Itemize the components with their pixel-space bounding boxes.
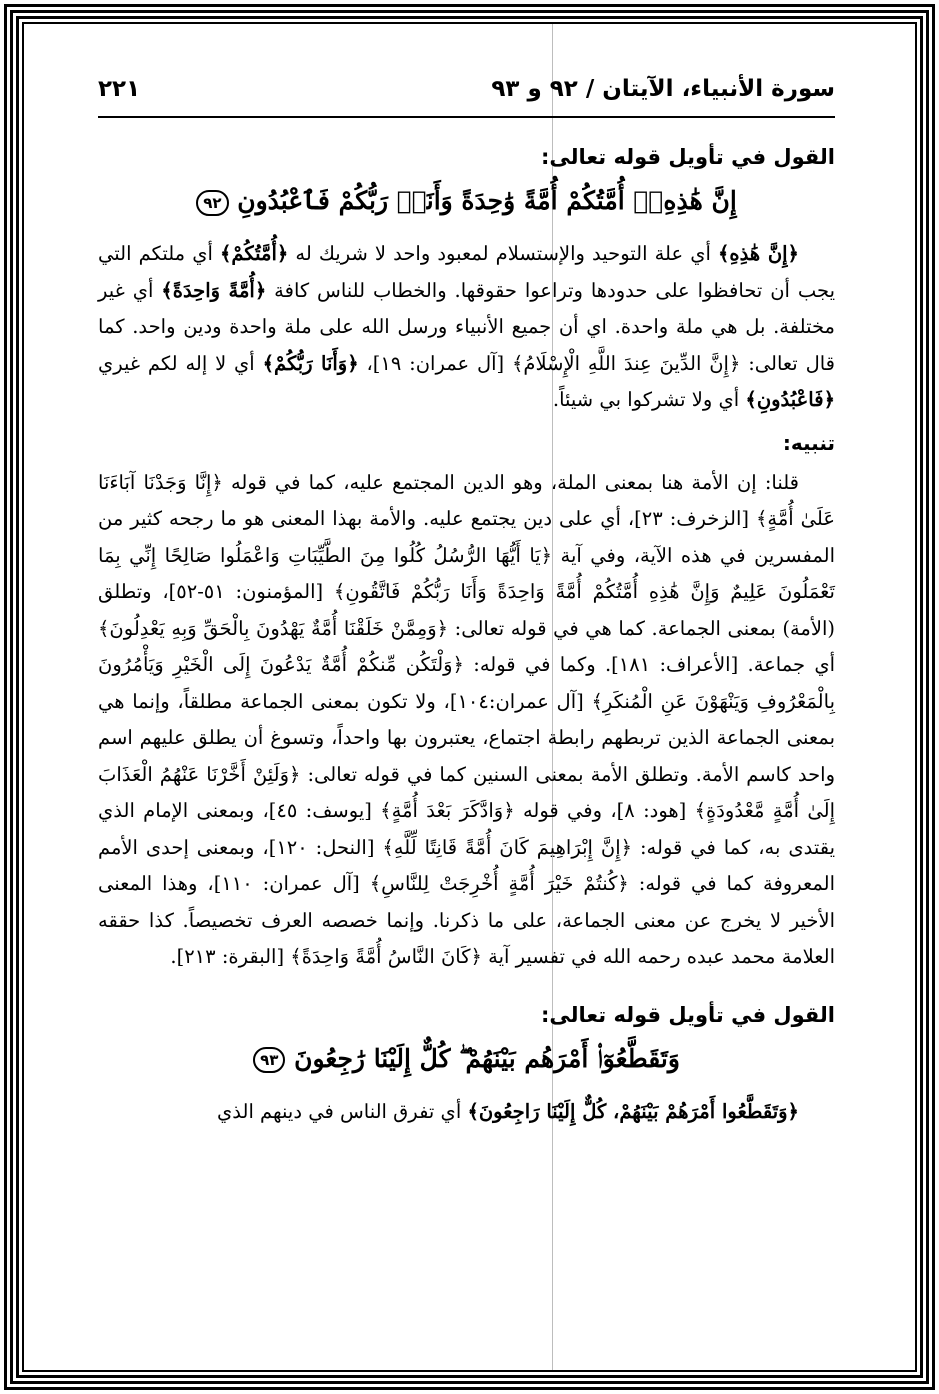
note-paragraph: قلنا: إن الأمة هنا بمعنى الملة، وهو الدين المجتمع عليه، كما في قوله ﴿إِنَّا وَجَدْنَا آبَاءَنَا عَلَىٰ أُمَّةٍ﴾ [الزخرف: ٢٣]، أي على دين يجتمع عليه. والأمة بهذا المعنى هو ما رجحه كثير من المفسرين في هذه الآية، وفي آية ﴿يَا أَيُّهَا الرُّسُلُ كُلُوا مِنَ الطَّيِّبَاتِ وَاعْمَلُوا صَالِحًا إِنِّي بِمَا تَعْمَلُونَ عَلِيمٌ وَإِنَّ هَٰذِهِ أُمَّتُكُمْ أُمَّةً وَاحِدَةً وَأَنَا رَبُّكُمْ فَاتَّقُونِ﴾ [المؤمنون: ٥١-٥٢]، وتطلق (الأمة) بمعنى الجماعة. كما هي في قوله تعالى: ﴿وَمِمَّنْ خَلَقْنَا أُمَّةٌ يَهْدُونَ بِالْحَقِّ وَبِهِ يَعْدِلُونَ﴾ أي جماعة. [الأعراف: ١٨١]. وكما في قوله: ﴿وَلْتَكُن مِّنكُمْ أُمَّةٌ يَدْعُونَ إِلَى الْخَيْرِ وَيَأْمُرُونَ بِالْمَعْرُوفِ وَيَنْهَوْنَ عَنِ الْمُنكَرِ﴾ [آل عمران:١٠٤]، ولا تكون بمعنى الجماعة مطلقاً، وإنما هي بمعنى الجماعة الذين تربطهم رابطة اجتماع، يعتبرون بها واحداً، وتسوغ أن يطلق عليهم اسم واحد كاسم الأمة. وتطلق الأمة بمعنى السنين كما في قوله تعالى: ﴿وَلَئِنْ أَخَّرْنَا عَنْهُمُ الْعَذَابَ إِلَىٰ أُمَّةٍ مَّعْدُودَةٍ﴾ [هود: ٨]، وفي قوله ﴿وَادَّكَرَ بَعْدَ أُمَّةٍ﴾ [يوسف: ٤٥]، وبمعنى الإمام الذي يقتدى به، كما في قوله: ﴿إِنَّ إِبْرَاهِيمَ كَانَ أُمَّةً قَانِتًا لِّلَّهِ﴾ [النحل: ١٢٠]، وبمعنى إحدى الأمم المعروفة كما في قوله: ﴿كُنتُمْ خَيْرَ أُمَّةٍ أُخْرِجَتْ لِلنَّاسِ﴾ [آل عمران: ١١٠]، وهذا المعنى الأخير لا يخرج عن معنى الجماعة، على ما ذكرنا. وإنما خصصه العرف تخصيصاً. كذا حققه العلامة محمد عبده رحمه الله في تفسير آية ﴿كَانَ النَّاسُ أُمَّةً وَاحِدَةً﴾ [البقرة: ٢١٣]. [98, 470, 836, 968]
quran-quote: ﴿فَاعْبُدُونِ﴾ [745, 388, 835, 411]
section-heading-2: القول في تأويل قوله تعالى: [541, 1002, 835, 1027]
verse-number-marker: ٩٣ [253, 1047, 285, 1073]
commentary-text: أي ولا تشركوا بي شيئاً. [552, 388, 746, 411]
page [98, 70, 835, 1370]
commentary-text: أي تفرق الناس في دينهم الذي [217, 1099, 468, 1123]
note-heading: تنبيه: [782, 430, 835, 455]
commentary-text: أي لا إله لكم غيري [98, 351, 263, 375]
commentary-paragraph-1 [98, 236, 835, 419]
quran-quote: ﴿أُمَّتُكُمْ﴾ [219, 242, 289, 265]
commentary-text: أي ملتكم التي يجب أن تحافظوا على حدودها وتراعوا حقوقها. والخطاب للناس كافة [98, 242, 835, 302]
commentary-text: أي علة التوحيد والإستسلام لمعبود واحد لا شريك له [288, 242, 718, 265]
commentary-paragraph-2 [98, 1094, 835, 1131]
verse-93 [98, 1038, 835, 1080]
section-heading-1: القول في تأويل قوله تعالى: [541, 145, 835, 169]
page-header [98, 70, 835, 118]
quran-quote: ﴿إِنَّ هَٰذِهِ﴾ [717, 242, 799, 265]
running-title: سورة الأنبياء، الآيتان / ٩٢ و ٩٣ [491, 76, 835, 102]
quran-quote: ﴿أُمَّةً وَاحِدَةً﴾ [161, 278, 267, 302]
page-number: ٢٢١ [98, 76, 141, 102]
verse-number-marker: ٩٢ [196, 190, 228, 216]
verse-92 [98, 180, 835, 222]
quran-quote: ﴿وَأَنَا رَبُّكُمْ﴾ [262, 351, 359, 375]
verse-text: وَتَقَطَّعُوٓا۟ أَمْرَهُم بَيْنَهُمْ ۖ كُلٌّ إِلَيْنَا رَٰجِعُونَ [294, 1043, 680, 1073]
commentary-text: أي غير مختلفة. بل هي ملة واحدة. اي أن جميع الأنبياء ورسل الله على ملة واحدة ودين واحد. كما قال تعالى: ﴿إِنَّ الدِّينَ عِندَ اللَّهِ الْإِسْلَامُ﴾ [آل عمران: ١٩]، [98, 278, 835, 375]
verse-text: إِنَّ هَٰذِهِۦٓ أُمَّتُكُمْ أُمَّةً وَٰحِدَةً وَأَنَا۠ رَبُّكُمْ فَٱعْبُدُونِ [237, 186, 737, 215]
page-body [98, 140, 835, 1130]
quran-quote: ﴿وَتَقَطَّعُوا أَمْرَهُمْ بَيْنَهُمْ، كُلٌّ إِلَيْنَا رَاجِعُونَ﴾ [467, 1099, 799, 1123]
